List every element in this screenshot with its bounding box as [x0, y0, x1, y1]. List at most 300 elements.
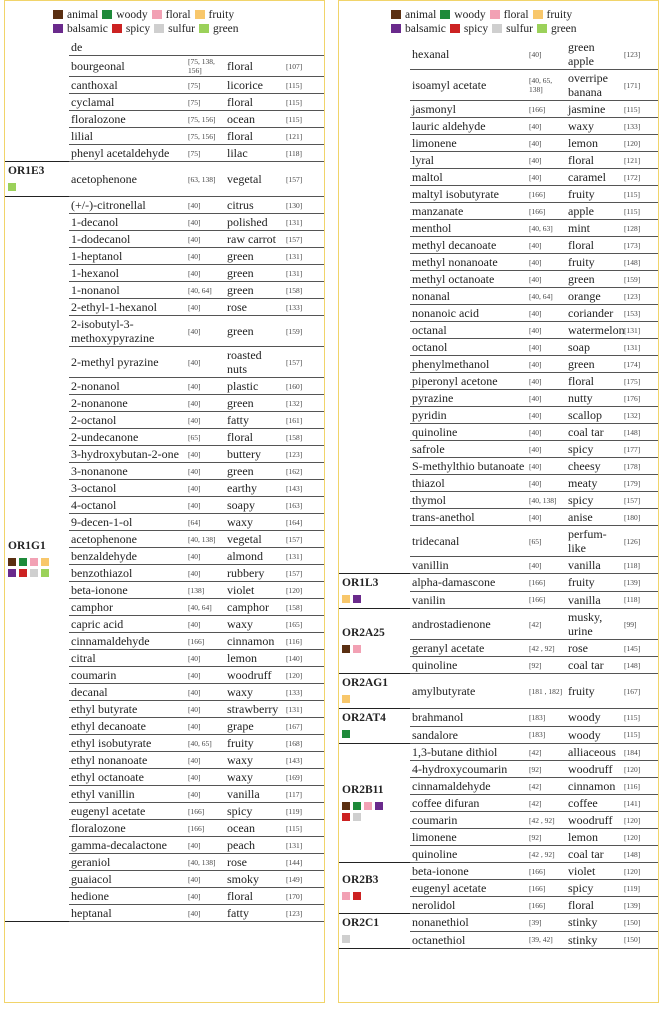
- compound-name: nonanoic acid: [410, 305, 527, 322]
- receptor-gene-cell: [339, 863, 410, 914]
- compound-name: benzothiazol: [69, 565, 186, 582]
- odor-ref: [178]: [622, 458, 658, 475]
- compound-name: lauric aldehyde: [410, 118, 527, 135]
- compound-ref: [40]: [527, 118, 566, 135]
- odor-descriptor: coal tar: [566, 657, 622, 674]
- odor-ref: [150]: [622, 931, 658, 949]
- odor-ref: [160]: [284, 378, 324, 395]
- legend-item-animal: [391, 8, 436, 22]
- odor-descriptor: caramel: [566, 169, 622, 186]
- odor-descriptor: vegetal: [225, 531, 284, 548]
- receptor-gene-cell: [339, 744, 410, 863]
- odor-ref: [148]: [622, 424, 658, 441]
- odor-ref: [120]: [622, 812, 658, 829]
- compound-name: limonene: [410, 135, 527, 152]
- odor-category-dots: [8, 558, 66, 580]
- odor-descriptor: fruity: [566, 674, 622, 709]
- compound-ref: [40]: [186, 616, 225, 633]
- odor-ref: [115]: [622, 186, 658, 203]
- compound-ref: [42 , 92]: [527, 640, 566, 657]
- compound-ref: [40]: [527, 475, 566, 492]
- compound-ref: [40, 64]: [186, 599, 225, 616]
- odor-ref: [115]: [284, 77, 324, 94]
- compound-name: cyclamal: [69, 94, 186, 111]
- odor-ref: [143]: [284, 752, 324, 769]
- odor-descriptor: violet: [566, 863, 622, 880]
- legend-swatch: [391, 10, 401, 19]
- compound-name: cinnamaldehyde: [410, 778, 527, 795]
- legend-swatch: [490, 10, 500, 19]
- compound-ref: [166]: [186, 820, 225, 837]
- compound-ref: [40, 64]: [527, 288, 566, 305]
- legend-label: green: [551, 23, 577, 35]
- compound-name: quinoline: [410, 846, 527, 863]
- odor-descriptor: fruity: [566, 574, 622, 592]
- odor-descriptor: rose: [566, 640, 622, 657]
- compound-name: phenyl acetaldehyde: [69, 145, 186, 162]
- odor-descriptor: violet: [225, 582, 284, 599]
- compound-ref: [40]: [186, 395, 225, 412]
- odor-descriptor: peach: [225, 837, 284, 854]
- compound-name: capric acid: [69, 616, 186, 633]
- odor-descriptor: woodruff: [566, 812, 622, 829]
- odor-ref: [116]: [622, 778, 658, 795]
- odor-descriptor: floral: [566, 897, 622, 914]
- odor-descriptor: coffee: [566, 795, 622, 812]
- receptor-gene-label: OR2AG1: [342, 677, 388, 689]
- compound-ref: [39, 42]: [527, 931, 566, 949]
- compound-ref: [42]: [527, 609, 566, 640]
- odor-descriptor: ocean: [225, 820, 284, 837]
- legend-swatch: [102, 10, 112, 19]
- compound-name: manzanate: [410, 203, 527, 220]
- compound-name: octanethiol: [410, 931, 527, 949]
- odor-descriptor: fruity: [566, 186, 622, 203]
- compound-name: maltyl isobutyrate: [410, 186, 527, 203]
- compound-name: octanol: [410, 339, 527, 356]
- compound-name: 1,3-butane dithiol: [410, 744, 527, 761]
- compound-ref: [40]: [186, 667, 225, 684]
- compound-ref: [40]: [527, 356, 566, 373]
- compound-name: hedione: [69, 888, 186, 905]
- odor-ref: [169]: [284, 769, 324, 786]
- legend-left: [5, 1, 324, 39]
- table-row: [5, 162, 324, 197]
- legend-swatch: [533, 10, 543, 19]
- compound-ref: [92]: [527, 829, 566, 846]
- odor-ref: [128]: [622, 220, 658, 237]
- legend-item-spicy: [112, 22, 150, 36]
- left-table-panel: [4, 0, 325, 1003]
- odor-descriptor: waxy: [225, 616, 284, 633]
- odor-descriptor: floral: [225, 56, 284, 77]
- odor-category-dots: [342, 892, 407, 903]
- compound-name: coumarin: [410, 812, 527, 829]
- compound-name: methyl decanoate: [410, 237, 527, 254]
- odor-descriptor: waxy: [225, 769, 284, 786]
- odor-category-dot: [19, 558, 27, 566]
- odor-ref: [157]: [284, 231, 324, 248]
- compound-name: hexanal: [410, 39, 527, 70]
- odor-descriptor: musky, urine: [566, 609, 622, 640]
- odor-descriptor: lilac: [225, 145, 284, 162]
- compound-name: trans-anethol: [410, 509, 527, 526]
- compound-ref: [183]: [527, 709, 566, 727]
- table-row: [339, 744, 658, 761]
- odor-ref: [115]: [622, 203, 658, 220]
- compound-ref: [40]: [527, 169, 566, 186]
- table-row: [5, 39, 324, 56]
- compound-name: nonanethiol: [410, 914, 527, 932]
- compound-ref: [40]: [186, 888, 225, 905]
- receptor-table-left: [5, 39, 324, 922]
- odor-descriptor: spicy: [566, 441, 622, 458]
- compound-ref: [40, 64]: [186, 282, 225, 299]
- compound-name: 1-hexanol: [69, 265, 186, 282]
- compound-ref: [75]: [186, 77, 225, 94]
- compound-name: methyl nonanoate: [410, 254, 527, 271]
- compound-ref: [166]: [527, 591, 566, 609]
- odor-ref: [133]: [284, 299, 324, 316]
- compound-name: eugenyl acetate: [69, 803, 186, 820]
- odor-ref: [179]: [622, 475, 658, 492]
- compound-ref: [40]: [186, 214, 225, 231]
- odor-ref: [158]: [284, 599, 324, 616]
- odor-category-dot: [19, 569, 27, 577]
- odor-descriptor: waxy: [225, 752, 284, 769]
- compound-ref: [75, 156]: [186, 128, 225, 145]
- compound-ref: [40]: [186, 197, 225, 214]
- odor-descriptor: floral: [566, 152, 622, 169]
- compound-name: menthol: [410, 220, 527, 237]
- table-row: [339, 39, 658, 70]
- odor-ref: [167]: [284, 718, 324, 735]
- table-row: [339, 863, 658, 880]
- odor-ref: [131]: [622, 339, 658, 356]
- legend-item-balsamic: [53, 22, 108, 36]
- legend-label: floral: [165, 9, 191, 21]
- odor-descriptor: vanilla: [566, 591, 622, 609]
- odor-ref: [148]: [622, 846, 658, 863]
- odor-category-dot: [342, 892, 350, 900]
- odor-descriptor: woodruff: [225, 667, 284, 684]
- odor-ref: [131]: [284, 548, 324, 565]
- legend-item-balsamic: [391, 22, 446, 36]
- odor-ref: [131]: [284, 248, 324, 265]
- odor-category-dot: [8, 183, 16, 191]
- compound-name: beta-ionone: [410, 863, 527, 880]
- compound-ref: [40]: [527, 557, 566, 574]
- compound-ref: [166]: [527, 101, 566, 118]
- compound-name: methyl octanoate: [410, 271, 527, 288]
- odor-category-dots: [342, 935, 407, 946]
- odor-descriptor: lemon: [566, 829, 622, 846]
- odor-descriptor: raw carrot: [225, 231, 284, 248]
- legend-swatch: [53, 24, 63, 33]
- compound-ref: [40]: [186, 786, 225, 803]
- odor-ref: [172]: [622, 169, 658, 186]
- compound-name: octanal: [410, 322, 527, 339]
- receptor-gene-cell: [339, 39, 410, 574]
- compound-ref: [40, 65]: [186, 735, 225, 752]
- odor-descriptor: green: [225, 282, 284, 299]
- compound-ref: [65]: [186, 429, 225, 446]
- odor-ref: [120]: [622, 135, 658, 152]
- odor-ref: [164]: [284, 514, 324, 531]
- compound-name: ethyl butyrate: [69, 701, 186, 718]
- compound-name: lilial: [69, 128, 186, 145]
- compound-name: acetophenone: [69, 531, 186, 548]
- odor-category-dot: [41, 558, 49, 566]
- compound-name: nonanal: [410, 288, 527, 305]
- odor-ref: [162]: [284, 463, 324, 480]
- odor-descriptor: floral: [566, 237, 622, 254]
- odor-category-dot: [41, 569, 49, 577]
- compound-ref: [40]: [527, 39, 566, 70]
- compound-ref: [40]: [527, 271, 566, 288]
- compound-name: thiazol: [410, 475, 527, 492]
- odor-descriptor: coriander: [566, 305, 622, 322]
- compound-name: maltol: [410, 169, 527, 186]
- compound-name: thymol: [410, 492, 527, 509]
- odor-descriptor: citrus: [225, 197, 284, 214]
- compound-name: 2-octanol: [69, 412, 186, 429]
- legend-label: fruity: [208, 9, 235, 21]
- legend-item-woody: [440, 8, 485, 22]
- odor-ref: [157]: [284, 565, 324, 582]
- odor-ref: [139]: [622, 897, 658, 914]
- compound-name: 4-octanol: [69, 497, 186, 514]
- receptor-table-right: [339, 39, 658, 949]
- compound-ref: [40]: [527, 509, 566, 526]
- odor-descriptor: anise: [566, 509, 622, 526]
- compound-ref: [75, 156]: [186, 111, 225, 128]
- odor-category-dot: [342, 813, 350, 821]
- odor-category-dots: [342, 730, 407, 741]
- legend-label: fruity: [546, 9, 573, 21]
- table-row: [339, 574, 658, 592]
- legend-item-woody: [102, 8, 147, 22]
- odor-descriptor: woody: [566, 726, 622, 744]
- odor-ref: [177]: [622, 441, 658, 458]
- odor-ref: [120]: [622, 829, 658, 846]
- compound-name: 2-isobutyl-3-methoxypyrazine: [69, 316, 186, 347]
- odor-category-dot: [375, 802, 383, 810]
- odor-ref: [107]: [284, 56, 324, 77]
- compound-name: amylbutyrate: [410, 674, 527, 709]
- legend-item-animal: [53, 8, 98, 22]
- odor-descriptor: alliaceous: [566, 744, 622, 761]
- odor-descriptor: floral: [225, 128, 284, 145]
- compound-name: 1-decanol: [69, 214, 186, 231]
- compound-name: quinoline: [410, 657, 527, 674]
- odor-category-dot: [342, 595, 350, 603]
- compound-ref: [63, 138]: [186, 162, 225, 197]
- receptor-gene-cell: [339, 609, 410, 674]
- compound-ref: [40]: [186, 463, 225, 480]
- odor-ref: [176]: [622, 390, 658, 407]
- compound-ref: [42 , 92]: [527, 846, 566, 863]
- compound-ref: [40]: [186, 871, 225, 888]
- compound-name: vanilin: [410, 591, 527, 609]
- odor-ref: [123]: [622, 39, 658, 70]
- odor-category-dot: [342, 695, 350, 703]
- odor-ref: [159]: [622, 271, 658, 288]
- compound-ref: [166]: [186, 633, 225, 650]
- odor-descriptor: stinky: [566, 914, 622, 932]
- compound-ref: [40]: [527, 458, 566, 475]
- odor-ref: [121]: [284, 128, 324, 145]
- odor-descriptor: lemon: [225, 650, 284, 667]
- compound-name: 2-ethyl-1-hexanol: [69, 299, 186, 316]
- compound-name: 2-nonanol: [69, 378, 186, 395]
- legend-item-green: [537, 22, 577, 36]
- odor-category-dots: [8, 183, 66, 194]
- compound-ref: [40]: [527, 373, 566, 390]
- compound-name: nerolidol: [410, 897, 527, 914]
- odor-descriptor: roasted nuts: [225, 347, 284, 378]
- odor-ref: [118]: [622, 591, 658, 609]
- compound-ref: [75]: [186, 94, 225, 111]
- compound-ref: [39]: [527, 914, 566, 932]
- odor-ref: [161]: [284, 412, 324, 429]
- compound-name: limonene: [410, 829, 527, 846]
- odor-descriptor: smoky: [225, 871, 284, 888]
- compound-name: ethyl nonanoate: [69, 752, 186, 769]
- odor-ref: [115]: [622, 726, 658, 744]
- odor-descriptor: waxy: [225, 684, 284, 701]
- odor-ref: [123]: [284, 905, 324, 922]
- legend-item-spicy: [450, 22, 488, 36]
- odor-category-dots: [342, 595, 407, 606]
- odor-ref: [131]: [284, 214, 324, 231]
- odor-descriptor: buttery: [225, 446, 284, 463]
- odor-ref: [120]: [622, 761, 658, 778]
- odor-category-dot: [8, 558, 16, 566]
- compound-name: decanal: [69, 684, 186, 701]
- odor-descriptor: floral: [225, 94, 284, 111]
- compound-ref: [181 , 182]: [527, 674, 566, 709]
- compound-ref: [40]: [186, 316, 225, 347]
- odor-ref: [120]: [284, 582, 324, 599]
- odor-ref: [99]: [622, 609, 658, 640]
- odor-descriptor: almond: [225, 548, 284, 565]
- odor-ref: [158]: [284, 282, 324, 299]
- compound-name: floralozone: [69, 820, 186, 837]
- compound-ref: [40]: [186, 837, 225, 854]
- odor-descriptor: green: [566, 271, 622, 288]
- receptor-gene-label: OR2A25: [342, 627, 385, 639]
- odor-descriptor: fatty: [225, 905, 284, 922]
- receptor-gene-label: OR1L3: [342, 577, 379, 589]
- odor-ref: [131]: [622, 322, 658, 339]
- odor-descriptor: floral: [566, 373, 622, 390]
- odor-descriptor: green apple: [566, 39, 622, 70]
- odor-descriptor: fruity: [566, 254, 622, 271]
- legend-item-floral: [152, 8, 191, 22]
- compound-name: brahmanol: [410, 709, 527, 727]
- odor-descriptor: fatty: [225, 412, 284, 429]
- odor-descriptor: cheesy: [566, 458, 622, 475]
- compound-ref: [40]: [527, 339, 566, 356]
- odor-ref: [139]: [622, 574, 658, 592]
- legend-label: balsamic: [405, 23, 446, 35]
- odor-category-dot: [342, 935, 350, 943]
- compound-name: floralozone: [69, 111, 186, 128]
- odor-category-dots: [342, 645, 407, 656]
- odor-descriptor: green: [225, 395, 284, 412]
- odor-descriptor: licorice: [225, 77, 284, 94]
- odor-ref: [171]: [622, 70, 658, 101]
- compound-ref: [40]: [186, 548, 225, 565]
- odor-descriptor: soapy: [225, 497, 284, 514]
- odor-ref: [157]: [284, 531, 324, 548]
- odor-ref: [157]: [622, 492, 658, 509]
- odor-descriptor: [225, 39, 284, 56]
- receptor-gene-label: OR1G1: [8, 539, 46, 552]
- compound-name: heptanal: [69, 905, 186, 922]
- odor-ref: [157]: [284, 347, 324, 378]
- odor-descriptor: apple: [566, 203, 622, 220]
- legend-item-sulfur: [154, 22, 195, 36]
- odor-ref: [170]: [284, 888, 324, 905]
- compound-name: citral: [69, 650, 186, 667]
- compound-ref: [40]: [186, 378, 225, 395]
- odor-ref: [115]: [622, 709, 658, 727]
- odor-ref: [118]: [622, 557, 658, 574]
- odor-ref: [119]: [284, 803, 324, 820]
- legend-swatch: [450, 24, 460, 33]
- compound-ref: [166]: [527, 186, 566, 203]
- receptor-gene-label: OR1E3: [8, 165, 45, 177]
- odor-ref: [115]: [284, 111, 324, 128]
- compound-name: 1-heptanol: [69, 248, 186, 265]
- odor-descriptor: scallop: [566, 407, 622, 424]
- compound-ref: [40]: [527, 322, 566, 339]
- odor-ref: [157]: [284, 162, 324, 197]
- compound-name: 2-methyl pyrazine: [69, 347, 186, 378]
- compound-name: gamma-decalactone: [69, 837, 186, 854]
- odor-ref: [118]: [284, 145, 324, 162]
- odor-ref: [115]: [622, 101, 658, 118]
- compound-name: 1-nonanol: [69, 282, 186, 299]
- odor-ref: [123]: [622, 288, 658, 305]
- odor-descriptor: mint: [566, 220, 622, 237]
- compound-ref: [166]: [527, 203, 566, 220]
- compound-name: camphor: [69, 599, 186, 616]
- compound-ref: [40]: [186, 299, 225, 316]
- odor-ref: [132]: [622, 407, 658, 424]
- legend-label: sulfur: [506, 23, 533, 35]
- compound-name: lyral: [410, 152, 527, 169]
- receptor-gene-cell: [339, 914, 410, 949]
- odor-ref: [184]: [622, 744, 658, 761]
- compound-ref: [40]: [186, 684, 225, 701]
- odor-ref: [144]: [284, 854, 324, 871]
- odor-descriptor: nutty: [566, 390, 622, 407]
- compound-name: 4-hydroxycoumarin: [410, 761, 527, 778]
- compound-name: jasmonyl: [410, 101, 527, 118]
- compound-ref: [65]: [527, 526, 566, 557]
- odor-ref: [167]: [622, 674, 658, 709]
- compound-ref: [40]: [527, 237, 566, 254]
- odor-descriptor: strawberry: [225, 701, 284, 718]
- compound-ref: [40]: [186, 480, 225, 497]
- compound-ref: [40]: [186, 248, 225, 265]
- compound-ref: [40, 138]: [186, 854, 225, 871]
- odor-descriptor: jasmine: [566, 101, 622, 118]
- right-table-panel: [338, 0, 659, 1003]
